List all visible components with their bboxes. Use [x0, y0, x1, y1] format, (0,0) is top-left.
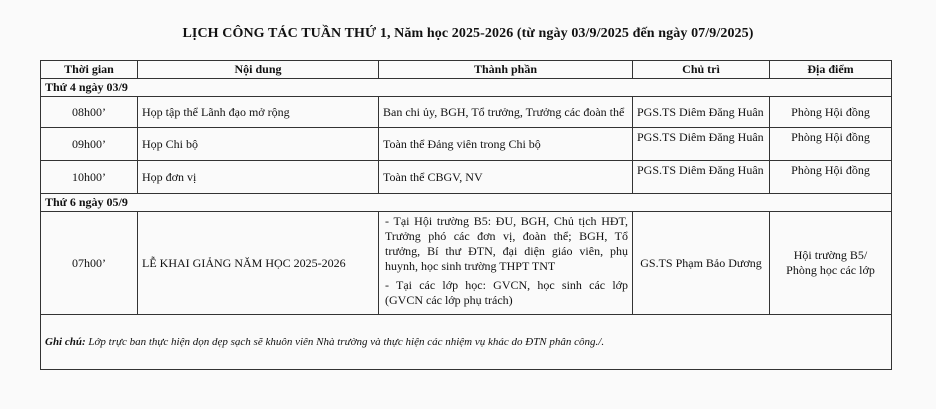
event-chair: PGS.TS Diêm Đăng Huân: [633, 128, 770, 161]
day-label: Thứ 6 ngày 05/9: [41, 194, 892, 212]
event-time: 07h00’: [41, 212, 138, 315]
table-row: [41, 161, 892, 194]
note-label: Ghi chú:: [45, 335, 86, 348]
event-content: Họp Chi bộ: [138, 128, 379, 161]
event-participants: Toàn thể Đảng viên trong Chi bộ: [379, 128, 633, 161]
event-content: Họp đơn vị: [138, 161, 379, 194]
note-row: [41, 315, 892, 370]
location-line: Hội trường B5/: [793, 248, 868, 262]
event-chair: GS.TS Phạm Bảo Dương: [633, 212, 770, 315]
day-row: [41, 194, 892, 212]
day-label: Thứ 4 ngày 03/9: [41, 79, 892, 97]
table-row: [41, 128, 892, 161]
event-time: 10h00’: [41, 161, 138, 194]
schedule-table: [40, 60, 892, 370]
participants-list: [383, 214, 628, 308]
header-content: Nội dung: [138, 61, 379, 79]
event-content: Họp tập thể Lãnh đạo mở rộng: [138, 97, 379, 128]
event-location: [770, 212, 892, 315]
note-text: Lớp trực ban thực hiện dọn dẹp sạch sẽ khuôn viên Nhà trường và thực hiện các nhiệm vụ khác do ĐTN phân công./.: [88, 335, 605, 348]
event-time: 08h00’: [41, 97, 138, 128]
list-item: - Tại các lớp học: GVCN, học sinh các lớp (GVCN các lớp phụ trách): [385, 278, 628, 308]
note-cell: [41, 315, 892, 370]
event-time: 09h00’: [41, 128, 138, 161]
event-content: LỄ KHAI GIẢNG NĂM HỌC 2025-2026: [138, 212, 379, 315]
table-row: [41, 97, 892, 128]
header-chair: Chủ trì: [633, 61, 770, 79]
day-row: [41, 79, 892, 97]
event-location: Phòng Hội đồng: [770, 128, 892, 161]
header-time: Thời gian: [41, 61, 138, 79]
header-participants: Thành phần: [379, 61, 633, 79]
header-location: Địa điểm: [770, 61, 892, 79]
event-chair: PGS.TS Diêm Đăng Huân: [633, 97, 770, 128]
location-line: Phòng học các lớp: [786, 263, 875, 277]
event-chair: PGS.TS Diêm Đăng Huân: [633, 161, 770, 194]
list-item: - Tại Hội trường B5: ĐU, BGH, Chủ tịch HĐT, Trưởng phó các đơn vị, đoàn thể; BGH, Tổ trưởng, Bí thư ĐTN, đại diện giáo viên, phụ huynh, học sinh trường THPT TNT: [385, 214, 628, 274]
page-title: LỊCH CÔNG TÁC TUẦN THỨ 1, Năm học 2025-2026 (từ ngày 03/9/2025 đến ngày 07/9/2025): [182, 26, 754, 41]
table-row: [41, 212, 892, 315]
event-location: Phòng Hội đồng: [770, 161, 892, 194]
event-participants: [379, 212, 633, 315]
event-location: Phòng Hội đồng: [770, 97, 892, 128]
event-participants: Toàn thể CBGV, NV: [379, 161, 633, 194]
table-header-row: [41, 61, 892, 79]
event-participants: Ban chi ủy, BGH, Tổ trưởng, Trưởng các đoàn thể: [379, 97, 633, 128]
